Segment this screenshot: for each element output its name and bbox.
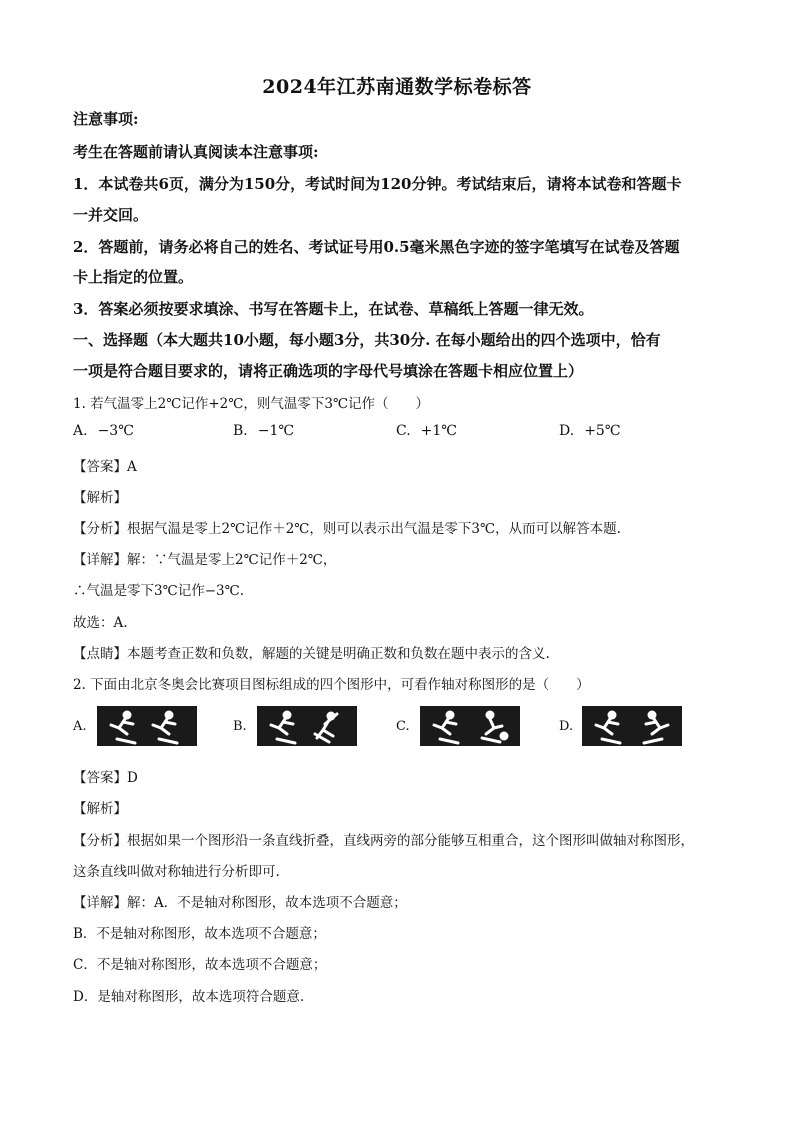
notes-item-2: 2．答题前，请务必将自己的姓名、考试证号用0.5毫米黑色字迹的签字笔填写在试卷及答题 — [73, 238, 680, 256]
q2-fenxi-cont: 这条直线叫做对称轴进行分析即可. — [73, 864, 280, 880]
q2-option-d-letter: D. — [559, 719, 574, 734]
ski-pair-b-icon — [257, 706, 357, 746]
q2-analysis-label: 【解析】 — [73, 801, 127, 817]
q2-option-a-letter: A. — [73, 719, 87, 734]
option-letter: D. — [559, 423, 575, 439]
q1-answer: 【答案】A — [73, 459, 137, 475]
q1-option-a — [73, 423, 134, 439]
notes-intro: 考生在答题前请认真阅读本注意事项: — [73, 143, 319, 161]
ski-pair-d-icon — [582, 706, 682, 746]
option-text: +1℃ — [420, 423, 457, 439]
q2-xiangjie: 【详解】解：A．不是轴对称图形，故本选项不合题意； — [73, 895, 407, 911]
page-title: 2024年江苏南通数学标卷标答 — [262, 76, 532, 98]
option-letter: C. — [396, 423, 411, 439]
ski-pair-a-icon — [97, 706, 197, 746]
q2-explain-d: D．是轴对称图形，故本选项符合题意. — [73, 989, 305, 1005]
q1-dianjing: 【点睛】本题考查正数和负数，解题的关键是明确正数和负数在题中表示的含义. — [73, 646, 550, 662]
notes-item-1: 1．本试卷共6页，满分为150分，考试时间为120分钟。考试结束后，请将本试卷和答题卡 — [73, 175, 682, 193]
q2-option-c-letter: C. — [396, 719, 410, 734]
option-text: −1℃ — [257, 423, 295, 439]
q1-therefore: ∴气温是零下3℃记作−3℃. — [73, 583, 244, 599]
q2-option-b-letter: B. — [233, 719, 247, 734]
option-text: +5℃ — [584, 423, 621, 439]
q1-analysis-label: 【解析】 — [73, 490, 127, 506]
q2-explain-c: C．不是轴对称图形，故本选项不合题意； — [73, 957, 327, 973]
question-1-stem: 1. 若气温零上2℃记作+2℃，则气温零下3℃记作（ ） — [73, 396, 430, 412]
notes-item-2-cont: 卡上指定的位置。 — [73, 268, 194, 286]
notes-item-1-cont: 一并交回。 — [73, 206, 149, 224]
section-heading: 一、选择题（本大题共10小题，每小题3分，共30分. 在每小题给出的四个选项中，恰有 — [73, 331, 661, 349]
notes-item-3: 3．答案必须按要求填涂、书写在答题卡上，在试卷、草稿纸上答题一律无效。 — [73, 300, 594, 318]
option-letter: A. — [73, 423, 88, 439]
q1-xiangjie: 【详解】解：∵气温是零上2℃记作＋2℃， — [73, 552, 337, 568]
section-heading-cont: 一项是符合题目要求的，请将正确选项的字母代号填涂在答题卡相应位置上） — [73, 362, 584, 380]
q1-option-c — [396, 423, 457, 439]
q1-fenxi: 【分析】根据气温是零上2℃记作＋2℃，则可以表示出气温是零下3℃，从而可以解答本题. — [73, 521, 621, 537]
option-letter: B. — [233, 423, 248, 439]
option-text: −3℃ — [97, 423, 134, 439]
q1-choose: 故选：A. — [73, 615, 128, 631]
question-2-stem: 2. 下面由北京冬奥会比赛项目图标组成的四个图形中，可看作轴对称图形的是（ ） — [73, 677, 590, 693]
q1-option-b — [233, 423, 294, 439]
ski-pair-c-icon — [420, 706, 520, 746]
q2-explain-b: B．不是轴对称图形，故本选项不合题意； — [73, 926, 326, 942]
q2-fenxi: 【分析】根据如果一个图形沿一条直线折叠，直线两旁的部分能够互相重合，这个图形叫做轴对称图形， — [73, 833, 694, 849]
q2-answer: 【答案】D — [73, 770, 138, 786]
notes-heading: 注意事项: — [73, 110, 139, 128]
q1-option-d — [559, 423, 621, 439]
